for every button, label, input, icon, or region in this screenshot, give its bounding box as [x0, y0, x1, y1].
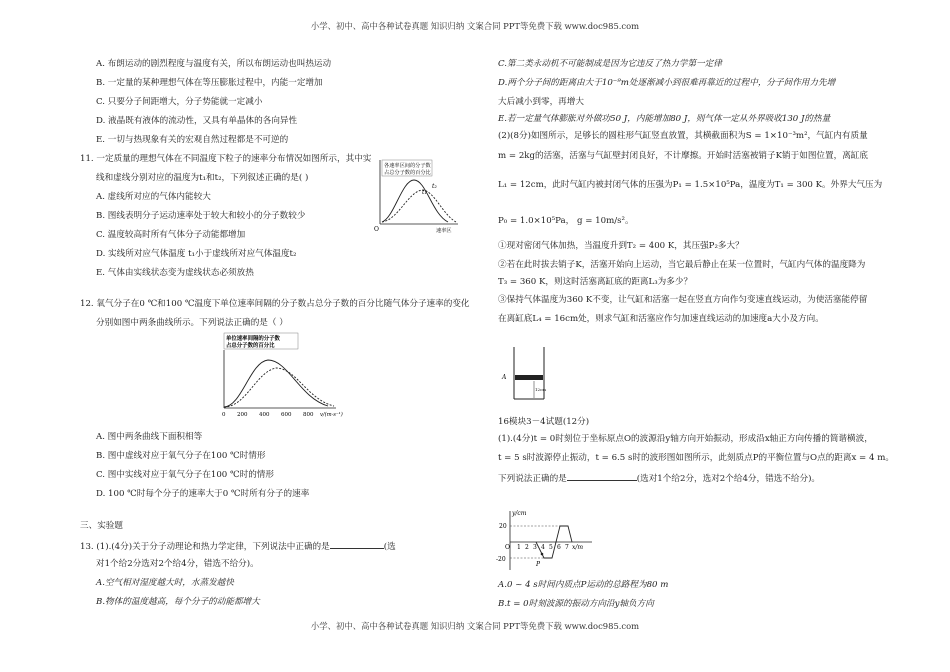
q12-fig-title2: 占总分子数的百分比: [226, 343, 275, 349]
wave-xtick-2: 2: [525, 544, 529, 551]
q13-option-e: E.若一定量气体膨胀对外做功50 J，内能增加80 J，则气体一定从外界吸收130 J的热量: [498, 114, 831, 124]
q13-stem-line2: 对1个给2分选对2个给4分，错选不给分)。: [96, 559, 259, 569]
q13-option-b: B.物体的温度越高，每个分子的动能都增大: [96, 597, 260, 607]
q12-stem-line2: 分别如图中两条曲线所示。下列说法正确的是（ ）: [96, 318, 288, 328]
wave-xtick-5: 5: [549, 544, 553, 551]
cylinder-label-len: 12cm: [535, 387, 547, 392]
q11-stem-line2: 线和虚线分别对应的温度为t₁和t₂，下列叙述正确的是( ): [96, 173, 309, 183]
q10-option-a: A. 布朗运动的剧烈程度与温度有关，所以布朗运动也叫热运动: [96, 59, 332, 69]
q16-stem-end: (选对1个给2分，选对2个给4分，错选不给分)。: [636, 474, 821, 484]
section-3-heading: 三、实验题: [80, 521, 123, 531]
q16-stem-text: 下列说法正确的是: [498, 474, 567, 484]
q11-fig-origin: O: [374, 226, 379, 233]
q12-option-d: D. 100 ℃时每个分子的速率大于0 ℃时所有分子的速率: [96, 489, 310, 499]
wave-xtick-6: 6: [557, 544, 561, 551]
q13-part2-sub2-line1: ②若在此时拔去销子K，活塞开始向上运动，当它最后静止在某一位置时，气缸内气体的温度降为: [498, 260, 866, 270]
q12-fig-tick-800: 800: [303, 412, 314, 418]
q11-fig-t2: t₂: [432, 183, 437, 190]
q13-part2-line3: L₁ = 12cm，此时气缸内被封闭气体的压强为P₁ = 1.5×10⁵Pa，温度为T₁ = 300 K。外界大气压为: [498, 180, 883, 190]
q12-stem-line1: 12. 氧气分子在0 ℃和100 ℃温度下单位速率间隔的分子数占总分子数的百分比随气体分子速率的变化: [80, 299, 470, 309]
q12-fig-title1: 单位速率间隔的分子数: [226, 336, 280, 342]
q11-option-d: D. 实线所对应气体温度 t₁小于虚线所对应气体温度t₂: [96, 249, 297, 259]
q12-option-a: A. 图中两条曲线下面积相等: [96, 432, 203, 442]
q11-option-a: A. 虚线所对应的气体内能较大: [96, 192, 211, 202]
q13-part2-sub3-line2: 在离缸底L₄ = 16cm处，则求气缸和活塞应作匀加速直线运动的加速度a大小及方向。: [498, 314, 824, 324]
q12-fig-tick-400: 400: [259, 412, 270, 418]
q16-stem-line1: (1).(4分)t = 0时刻位于坐标原点O的波源沿y轴方向开始振动，形成沿x轴正方向传播的简谐横波，: [498, 434, 873, 444]
q16-stem-line3: [498, 471, 820, 485]
q11-fig-xlabel: 速率区: [436, 228, 452, 234]
cylinder-figure: [500, 345, 560, 401]
piston: [515, 375, 543, 380]
wave-point-p: [541, 553, 544, 556]
q11-option-c: C. 温度较高时所有气体分子动能都增加: [96, 230, 246, 240]
q13-option-d-line1: D.两个分子间的距离由大于10⁻⁹m处逐渐减小到很难再靠近的过程中，分子间作用力先增: [498, 78, 836, 88]
q11-stem-line1: 11. 一定质量的理想气体在不同温度下粒子的速率分布情况如图所示，其中实: [80, 154, 372, 164]
q12-figure: [202, 332, 352, 422]
q13-part2-line1: (2)(8分)如图所示，足够长的圆柱形气缸竖直放置，其横截面积为S = 1×10⁻³m²，气缸内有质量: [498, 131, 868, 141]
q13-part2-sub1: ①现对密闭气体加热，当温度升到T₂ = 400 K，其压强P₂多大？: [498, 241, 744, 251]
q11-option-e: E. 气体由实线状态变为虚线状态必须放热: [96, 268, 254, 278]
q13-option-a: A.空气相对湿度越大时，水蒸发越快: [96, 578, 234, 588]
wave-xtick-3: 3: [533, 544, 537, 551]
q11-fig-title1: 各速率区间的分子数: [384, 163, 431, 169]
wave-xtick-7: 7: [565, 544, 569, 551]
q13-answer-blank[interactable]: [330, 539, 384, 549]
q12-fig-tick-0: 0: [222, 412, 226, 418]
wave-y-top: 20: [499, 523, 507, 530]
q11-option-b: B. 图线表明分子运动速率处于较大和较小的分子数较少: [96, 211, 306, 221]
q12-fig-tick-200: 200: [237, 412, 248, 418]
q13-option-d-line2: 大后减小到零，再增大: [498, 97, 584, 107]
q12-option-b: B. 图中虚线对应于氧气分子在100 ℃时情形: [96, 451, 266, 461]
q16-option-b: B.t = 0时刻波源的振动方向沿y轴负方向: [498, 599, 654, 609]
q10-option-d: D. 液晶既有液体的流动性，又具有单晶体的各向异性: [96, 116, 298, 126]
q13-part2-sub2-line2: T₃ = 360 K，则这时活塞离缸底的距离L₃为多少？: [498, 277, 693, 287]
wave-xtick-4: 4: [541, 544, 545, 551]
wave-y-bot: -20: [496, 556, 506, 563]
wave-label-p: P: [536, 561, 541, 568]
wave-xtick-1: 1: [517, 544, 521, 551]
q16-stem-line2: t = 5 s时波源停止振动，t = 6.5 s时的波形图如图所示，此刻质点P的平衡位置与O点的距离x = 4 m。: [498, 453, 894, 463]
q13-part2-line2: m = 2kg的活塞，活塞与气缸壁封闭良好，不计摩擦。开始时活塞被销子K销于如图位置，离缸底: [498, 151, 868, 161]
q10-option-b: B. 一定量的某种理想气体在等压膨胀过程中，内能一定增加: [96, 78, 323, 88]
q11-fig-title2: 占总分子数的百分比: [384, 170, 431, 176]
q13-stem-line1: [80, 539, 396, 553]
q10-option-c: C. 只要分子间距增大，分子势能就一定减小: [96, 97, 263, 107]
wave-ylabel: y/cm: [512, 510, 527, 517]
q13-option-c: C.第二类永动机不可能制成是因为它违反了热力学第一定律: [498, 59, 722, 69]
wave-figure: [496, 508, 596, 574]
q11-figure: [372, 158, 464, 234]
q13-part2-sub3-line1: ③保持气体温度为360 K不变，让气缸和活塞一起在竖直方向作匀变速直线运动，为使活塞能停留: [498, 295, 868, 305]
q12-fig-tick-600: 600: [281, 412, 292, 418]
q13-stem-end: (选: [383, 542, 396, 552]
wave-xlabel: x/m: [572, 544, 584, 551]
q12-fig-xlabel: v/(m·s⁻¹): [320, 412, 343, 418]
cylinder-label-a: A: [502, 374, 507, 381]
q10-option-e: E. 一切与热现象有关的宏观自然过程都是不可逆的: [96, 135, 289, 145]
q16-option-a: A.0 ~ 4 s时间内质点P运动的总路程为80 m: [498, 580, 669, 590]
q11-fig-t1: t₁: [422, 189, 427, 196]
wave-origin: O: [505, 544, 510, 551]
q12-option-c: C. 图中实线对应于氧气分子在100 ℃时的情形: [96, 470, 274, 480]
q13-stem-text: 13. (1).(4分)关于分子动理论和热力学定律，下列说法中正确的是: [80, 542, 330, 552]
page-header: 小学、初中、高中各种试卷真题 知识归纳 文案合同 PPT等免费下载 www.doc985.com: [310, 21, 640, 31]
q16-answer-blank[interactable]: [567, 471, 637, 481]
q13-part2-line4: P₀ = 1.0×10⁵Pa， g = 10m/s²。: [498, 216, 634, 226]
page-footer: 小学、初中、高中各种试卷真题 知识归纳 文案合同 PPT等免费下载 www.doc985.com: [310, 621, 640, 631]
q16-title: 16模块3－4试题(12分): [498, 417, 590, 427]
